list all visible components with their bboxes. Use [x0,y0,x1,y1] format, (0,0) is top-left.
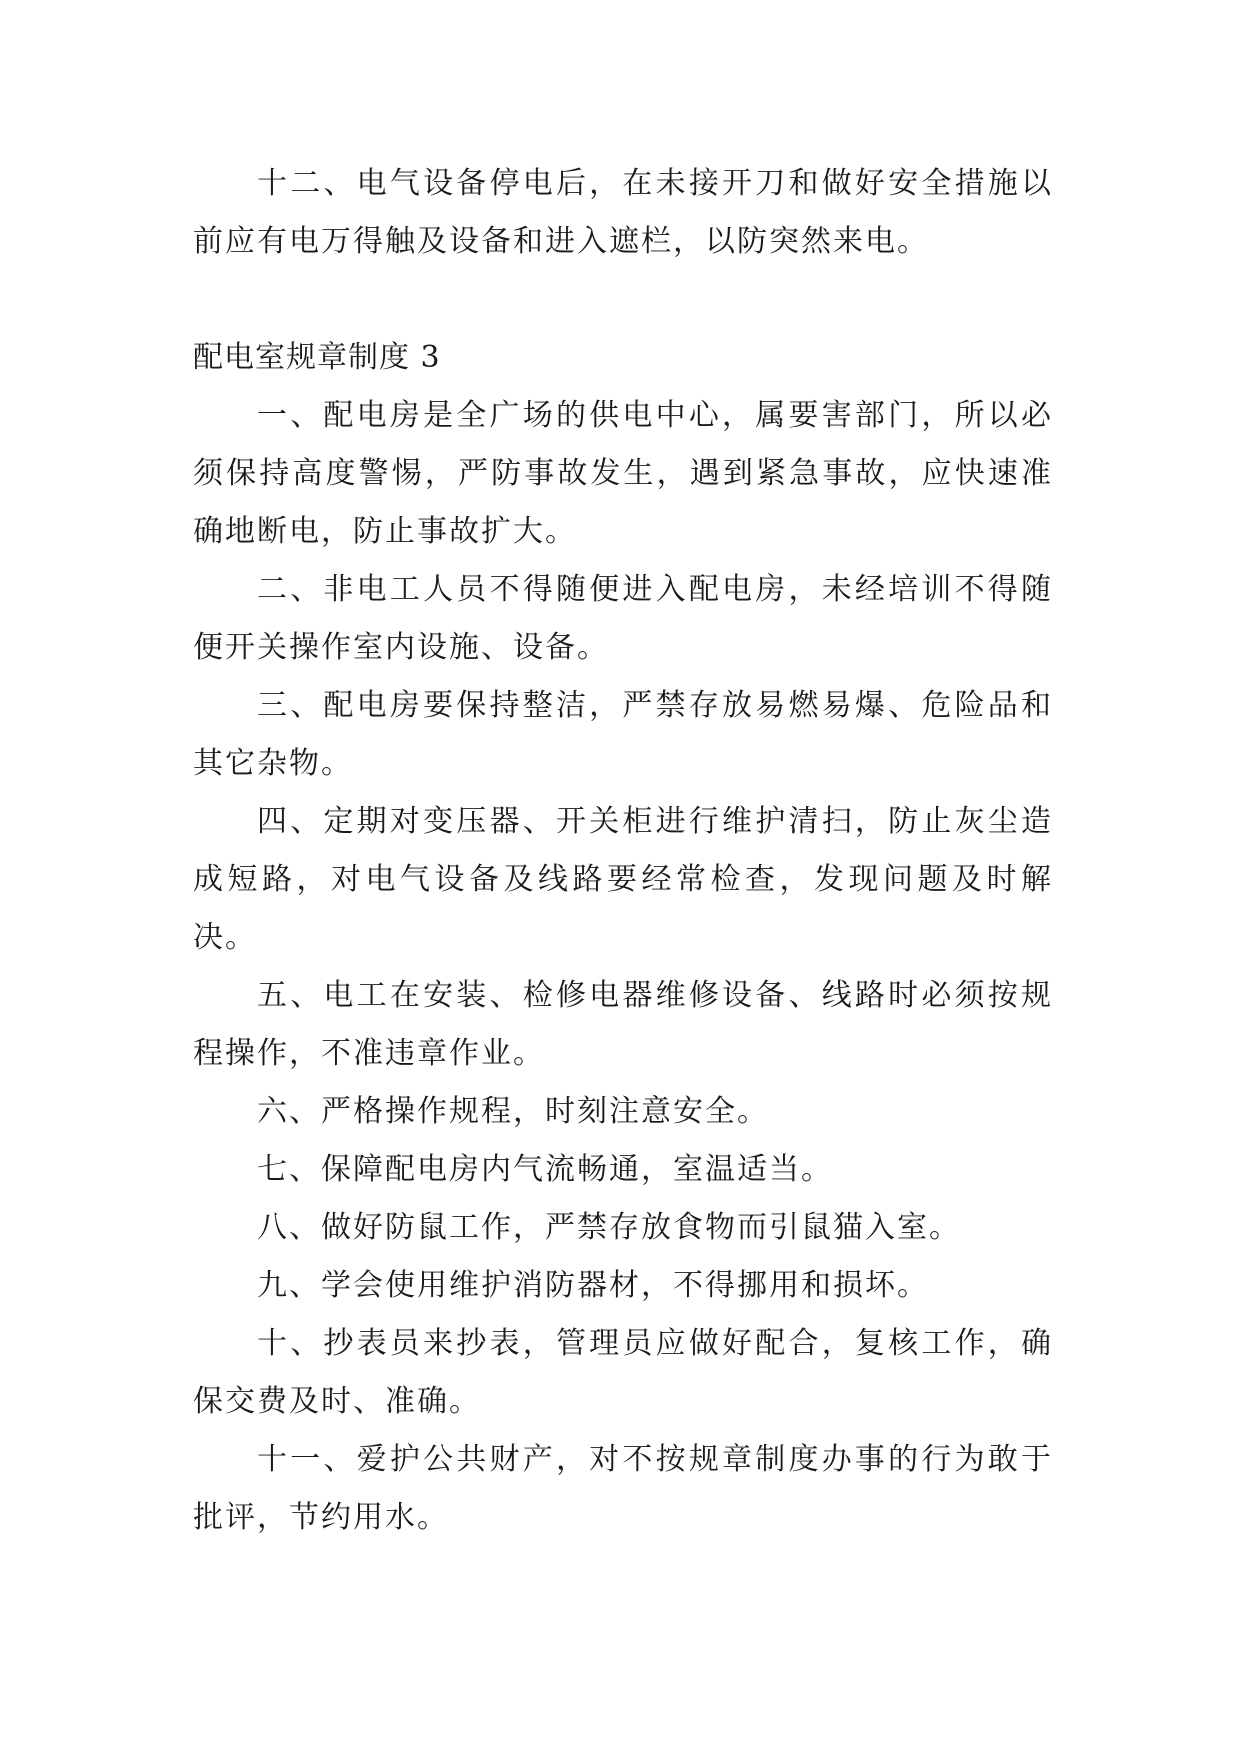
rule-paragraph: 四、定期对变压器、开关柜进行维护清扫，防止灰尘造成短路，对电气设备及线路要经常检查，发现问题及时解决。 [193,804,1053,955]
rule-paragraph: 五、电工在安装、检修电器维修设备、线路时必须按规程操作，不准违章作业。 [193,978,1053,1071]
section-title: 配电室规章制度 3 [193,340,441,375]
rule-paragraph: 八、做好防鼠工作，严禁存放食物而引鼠猫入室。 [257,1210,961,1245]
rule-paragraph: 三、配电房要保持整洁，严禁存放易燃易爆、危险品和其它杂物。 [193,688,1053,781]
document-page [193,155,1053,1547]
rule-paragraph: 六、严格操作规程，时刻注意安全。 [257,1094,769,1129]
rule-paragraph: 十、抄表员来抄表，管理员应做好配合，复核工作，确保交费及时、准确。 [193,1326,1053,1419]
rule-paragraph: 一、配电房是全广场的供电中心，属要害部门，所以必须保持高度警惕，严防事故发生，遇到紧急事故，应快速准确地断电，防止事故扩大。 [193,398,1053,549]
rule-paragraph: 九、学会使用维护消防器材，不得挪用和损坏。 [257,1268,929,1303]
rule-paragraph: 二、非电工人员不得随便进入配电房，未经培训不得随便开关操作室内设施、设备。 [193,572,1053,665]
rule-paragraph: 十一、爱护公共财产，对不按规章制度办事的行为敢于批评，节约用水。 [193,1442,1053,1535]
rule-paragraph: 七、保障配电房内气流畅通，室温适当。 [257,1152,833,1187]
intro-paragraph: 十二、电气设备停电后，在未接开刀和做好安全措施以前应有电万得触及设备和进入遮栏，以防突然来电。 [193,166,1053,259]
rules-list [193,387,1053,1547]
